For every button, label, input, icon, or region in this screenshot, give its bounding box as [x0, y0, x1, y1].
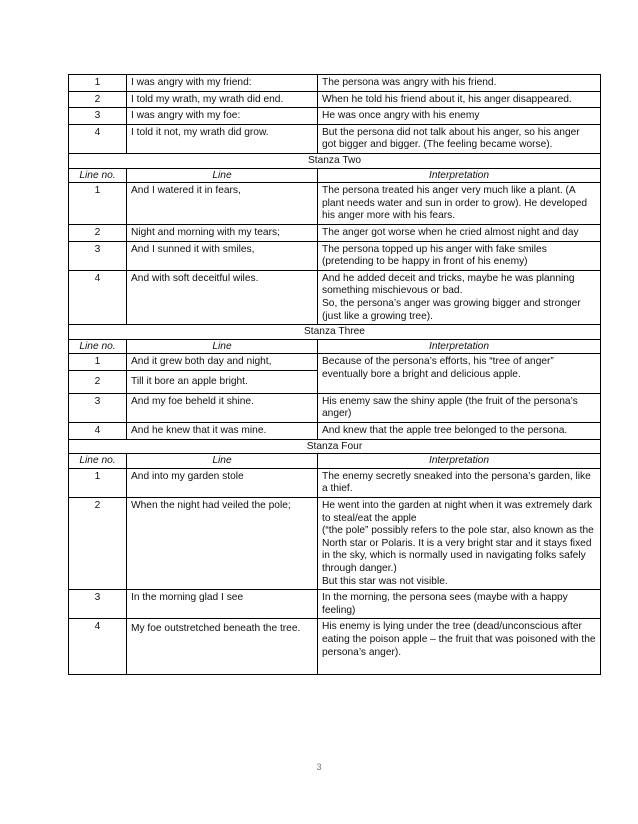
interpretation: The anger got worse when he cried almost night and day — [318, 224, 601, 241]
header-interpretation: Interpretation — [318, 454, 601, 469]
header-line: Line — [127, 339, 318, 354]
interpretation: And knew that the apple tree belonged to the persona. — [318, 423, 601, 440]
interpretation-text: So, the persona’s anger was growing bigger and stronger (just like a growing tree). — [322, 297, 581, 322]
table-row — [69, 91, 601, 108]
header-interpretation: Interpretation — [318, 339, 601, 354]
interpretation-merged: Because of the persona’s efforts, his “tree of anger” eventually bore a bright and delicious apple. — [318, 354, 601, 394]
poem-line: When the night had veiled the pole; — [127, 498, 318, 590]
line-number: 4 — [69, 124, 127, 153]
stanza-two-title: Stanza Two — [69, 153, 601, 168]
table-row — [69, 108, 601, 125]
interpretation: He was once angry with his enemy — [318, 108, 601, 125]
header-row — [69, 454, 601, 469]
poem-line: I told it not, my wrath did grow. — [127, 124, 318, 153]
line-number: 2 — [69, 370, 127, 393]
table-row — [69, 468, 601, 497]
table-row — [69, 393, 601, 422]
poem-line: In the morning glad I see — [127, 590, 318, 619]
poem-line: I was angry with my friend: — [127, 75, 318, 92]
stanza-title-row — [69, 439, 601, 454]
interpretation: The enemy secretly sneaked into the persona’s garden, like a thief. — [318, 468, 601, 497]
line-number: 1 — [69, 183, 127, 225]
poem-line: And it grew both day and night, — [127, 354, 318, 371]
poem-line: Night and morning with my tears; — [127, 224, 318, 241]
line-number: 3 — [69, 590, 127, 619]
poem-line: And he knew that it was mine. — [127, 423, 318, 440]
header-line-no: Line no. — [69, 168, 127, 183]
line-number: 4 — [69, 270, 127, 324]
interpretation: The persona was angry with his friend. — [318, 75, 601, 92]
poem-line: My foe outstretched beneath the tree. — [127, 619, 318, 675]
table-row — [69, 224, 601, 241]
interpretation-text: But this star was not visible. — [322, 575, 448, 587]
line-number: 3 — [69, 241, 127, 270]
poem-interpretation-table — [68, 74, 601, 675]
header-row — [69, 168, 601, 183]
header-row — [69, 339, 601, 354]
interpretation: The persona treated his anger very much like a plant. (A plant needs water and sun in order to grow). He developed his anger more with his fears. — [318, 183, 601, 225]
stanza-title-row — [69, 153, 601, 168]
table-row — [69, 423, 601, 440]
table-row — [69, 75, 601, 92]
line-number: 2 — [69, 91, 127, 108]
interpretation: The persona topped up his anger with fake smiles (pretending to be happy in front of his enemy) — [318, 241, 601, 270]
interpretation-text: And he added deceit and tricks, maybe he was planning something mischievous or bad. — [322, 272, 575, 297]
interpretation: His enemy saw the shiny apple (the fruit of the persona’s anger) — [318, 393, 601, 422]
interpretation: His enemy is lying under the tree (dead/unconscious after eating the poison apple – the fruit that was poisoned with the persona’s anger). — [318, 619, 601, 675]
header-line: Line — [127, 168, 318, 183]
line-number: 1 — [69, 468, 127, 497]
table-row — [69, 590, 601, 619]
table-row — [69, 183, 601, 225]
table-row — [69, 619, 601, 675]
table-row — [69, 241, 601, 270]
stanza-four-title: Stanza Four — [69, 439, 601, 454]
line-number: 3 — [69, 393, 127, 422]
interpretation-text: He went into the garden at night when it was extremely dark to steal/eat the apple — [322, 500, 593, 524]
line-number: 1 — [69, 354, 127, 371]
header-line-no: Line no. — [69, 454, 127, 469]
table-row — [69, 498, 601, 590]
table-row — [69, 270, 601, 324]
interpretation: In the morning, the persona sees (maybe with a happy feeling) — [318, 590, 601, 619]
poem-line: And into my garden stole — [127, 468, 318, 497]
line-number: 4 — [69, 423, 127, 440]
header-line: Line — [127, 454, 318, 469]
interpretation — [318, 270, 601, 324]
line-number: 4 — [69, 619, 127, 675]
poem-line: I told my wrath, my wrath did end. — [127, 91, 318, 108]
interpretation: But the persona did not talk about his anger, so his anger got bigger and bigger. (The feeling became worse). — [318, 124, 601, 153]
table-row — [69, 124, 601, 153]
poem-line: I was angry with my foe: — [127, 108, 318, 125]
poem-line: And with soft deceitful wiles. — [127, 270, 318, 324]
interpretation — [318, 498, 601, 590]
page-number: 3 — [316, 762, 322, 772]
line-number: 2 — [69, 224, 127, 241]
poem-line: And my foe beheld it shine. — [127, 393, 318, 422]
line-number: 1 — [69, 75, 127, 92]
stanza-title-row — [69, 325, 601, 340]
poem-line: Till it bore an apple bright. — [127, 370, 318, 393]
header-line-no: Line no. — [69, 339, 127, 354]
header-interpretation: Interpretation — [318, 168, 601, 183]
poem-line: And I sunned it with smiles, — [127, 241, 318, 270]
line-number: 3 — [69, 108, 127, 125]
interpretation-text: (“the pole” possibly refers to the pole star, also known as the North star or Polaris. It is a very bright star and it stays fixed in the sky, which is normally used in navigating folks safely through danger.) — [322, 525, 594, 574]
poem-line: And I watered it in fears, — [127, 183, 318, 225]
interpretation: When he told his friend about it, his anger disappeared. — [318, 91, 601, 108]
table-row — [69, 354, 601, 371]
line-number: 2 — [69, 498, 127, 590]
stanza-three-title: Stanza Three — [69, 325, 601, 340]
